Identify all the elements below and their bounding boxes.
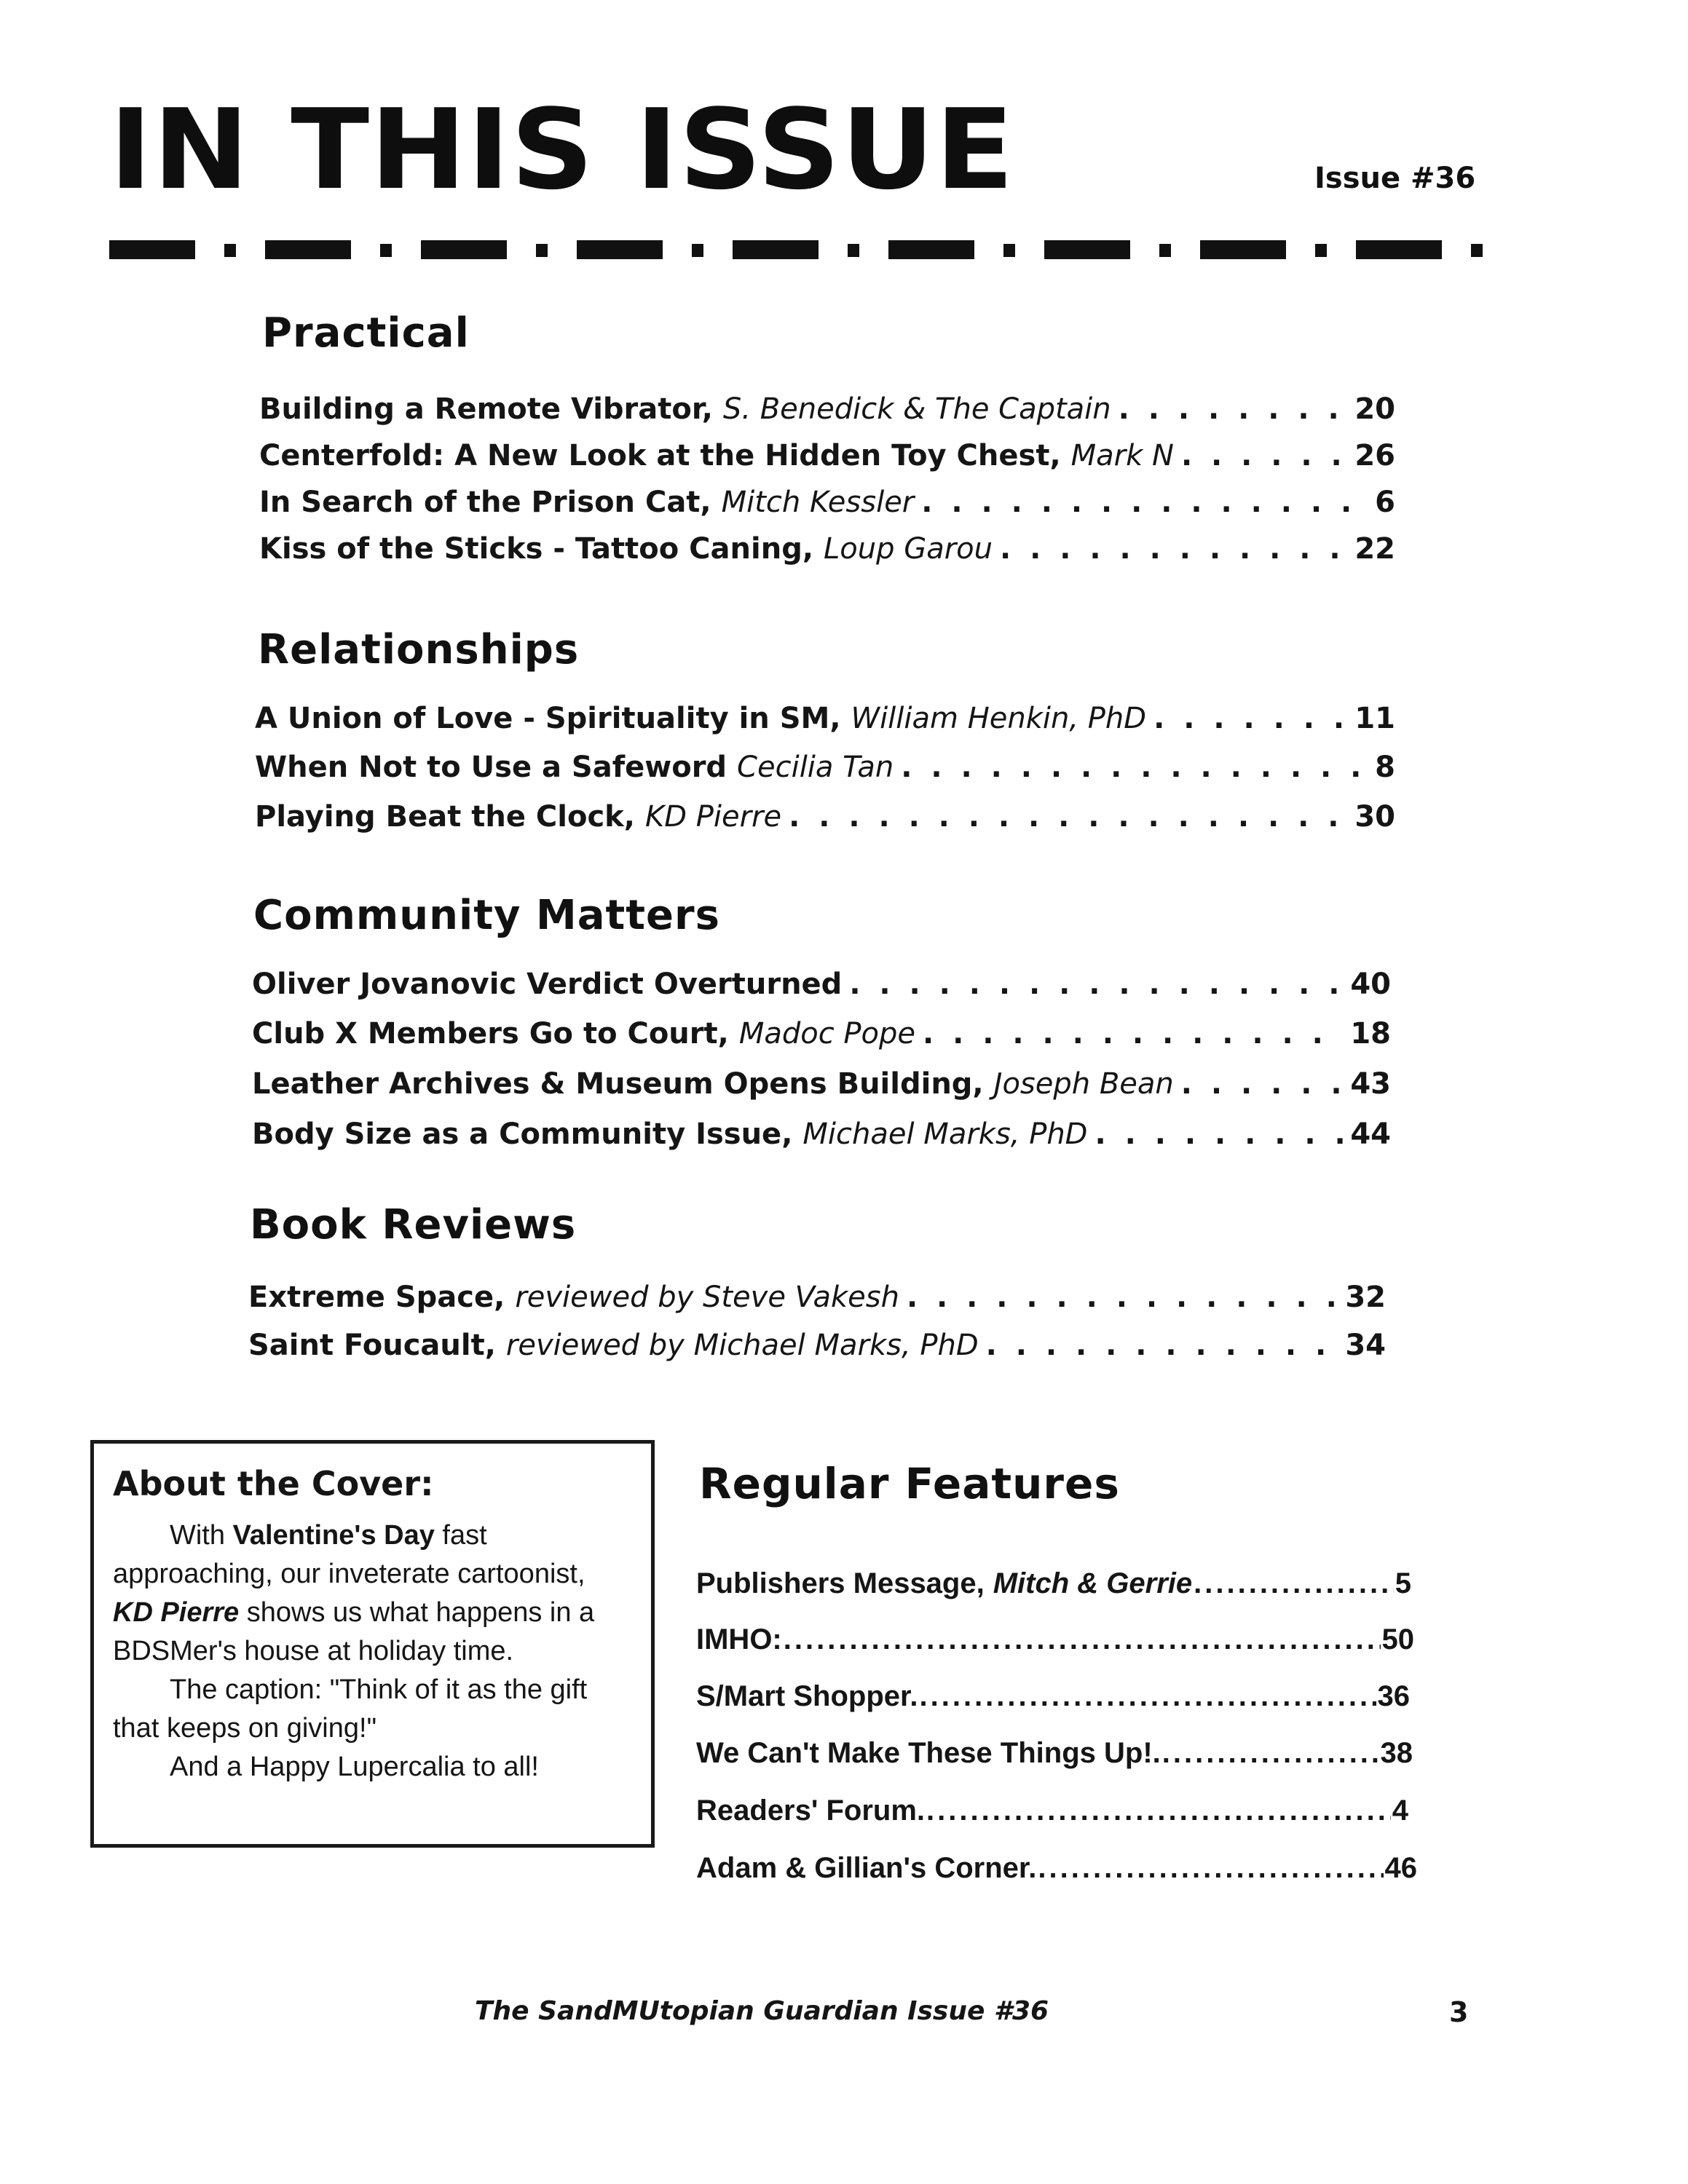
dot-leader <box>849 961 1343 1008</box>
feature-entry: IMHO: ..... 50 <box>696 1618 1414 1661</box>
toc-entry: Club X Members Go to Court, Madoc Pope . . . 18 <box>252 1010 1391 1057</box>
section-heading-practical: Practical <box>262 309 470 357</box>
dot-leader <box>926 1789 1391 1832</box>
toc-entry: Body Size as a Community Issue, Michael Marks, PhD . . . 44 <box>252 1111 1391 1158</box>
toc-entry: Building a Remote Vibrator, S. Benedick & The Captain . . . 20 <box>259 386 1395 432</box>
toc-entry: Saint Foucault, reviewed by Michael Marks, PhD . . . 34 <box>248 1322 1386 1369</box>
toc-entry: Leather Archives & Museum Opens Building, Joseph Bean . . . 43 <box>252 1061 1391 1107</box>
dash-divider <box>109 230 1500 265</box>
section-heading-relationships: Relationships <box>258 626 580 673</box>
dot-leader <box>923 1010 1343 1057</box>
dot-leader <box>1162 1731 1379 1775</box>
dot-leader <box>921 479 1368 526</box>
about-the-cover-box <box>90 1440 655 1848</box>
publication-footer: The SandMUtopian Guardian Issue #36 <box>475 1996 1049 2026</box>
toc-entry: Playing Beat the Clock, KD Pierre . . . 30 <box>255 794 1395 840</box>
page-number: 3 <box>1449 1996 1469 2028</box>
dot-leader <box>986 1322 1338 1369</box>
dot-leader <box>1038 1846 1383 1890</box>
section-heading-regular-features: Regular Features <box>699 1459 1120 1508</box>
toc-entry: Kiss of the Sticks - Tattoo Caning, Loup Garou . . . 22 <box>259 526 1395 572</box>
toc-entry: In Search of the Prison Cat, Mitch Kessler . . . 6 <box>259 479 1395 526</box>
feature-entry: We Can't Make These Things Up!. ..... 38 <box>696 1731 1413 1775</box>
dot-leader <box>1095 1111 1343 1158</box>
dot-leader <box>1153 695 1347 742</box>
toc-entry: When Not to Use a Safeword Cecilia Tan . . . 8 <box>255 744 1395 791</box>
cover-description: With Valentine's Day fast approaching, our inveterate cartoonist, KD Pierre shows us what happens in a BDSMer's house at holiday time. The caption: "Think of it as the gift that keeps on giving!" And a Happy Lupercalia to all! <box>113 1520 595 1782</box>
feature-entry: Publishers Message, Mitch & Gerrie ..... 5 <box>696 1562 1411 1605</box>
section-heading-community-matters: Community Matters <box>253 892 720 939</box>
dot-leader <box>920 1674 1376 1718</box>
dot-leader <box>1000 526 1347 572</box>
dot-leader <box>1181 432 1347 479</box>
toc-entry: Extreme Space, reviewed by Steve Vakesh . . . 32 <box>248 1274 1386 1321</box>
feature-entry: Readers' Forum. ..... 4 <box>696 1789 1408 1832</box>
dot-leader <box>1194 1562 1394 1605</box>
dot-leader <box>907 1274 1338 1321</box>
dot-leader <box>901 744 1368 791</box>
section-heading-book-reviews: Book Reviews <box>250 1201 577 1249</box>
toc-entry: Centerfold: A New Look at the Hidden Toy Chest, Mark N . . . 26 <box>259 432 1395 479</box>
page-title: IN THIS ISSUE <box>109 85 1015 214</box>
feature-entry: S/Mart Shopper. ..... 36 <box>696 1674 1410 1718</box>
toc-entry: A Union of Love - Spirituality in SM, William Henkin, PhD . . . 11 <box>255 695 1395 742</box>
feature-entry: Adam & Gillian's Corner. ..... 46 <box>696 1846 1417 1890</box>
dot-leader <box>789 794 1347 840</box>
issue-number: Issue #36 <box>1314 162 1476 195</box>
dot-leader <box>784 1618 1381 1661</box>
dot-leader <box>1119 386 1348 432</box>
dot-leader <box>1181 1061 1344 1107</box>
cover-heading: About the Cover: <box>113 1464 434 1503</box>
toc-entry: Oliver Jovanovic Verdict Overturned . . . 40 <box>252 961 1391 1008</box>
